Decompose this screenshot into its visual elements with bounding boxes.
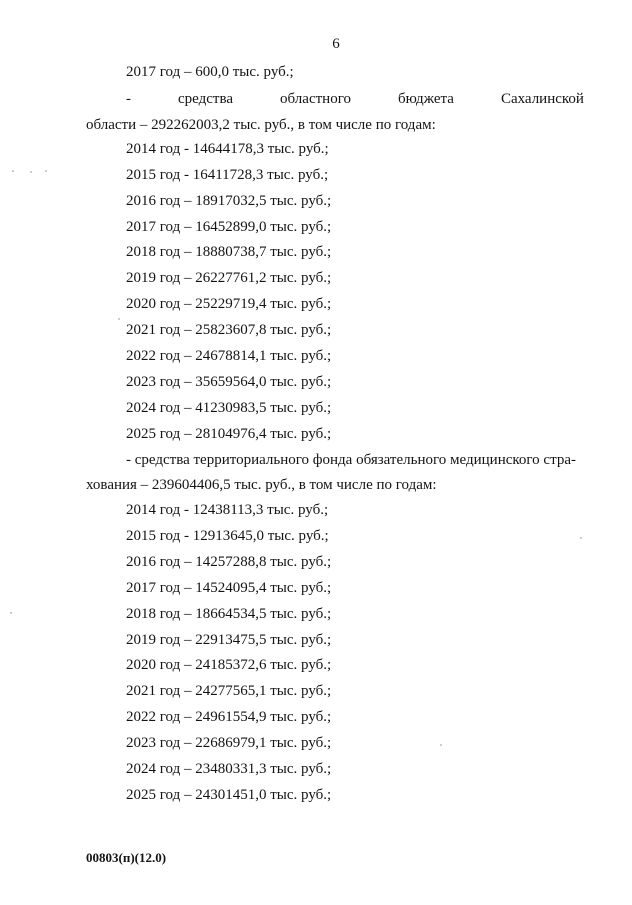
insurance-fund-year: 2015 год - 12913645,0 тыс. руб.; <box>126 528 329 544</box>
regional-budget-word: областного <box>280 91 351 107</box>
regional-budget-word: - <box>126 91 131 107</box>
insurance-fund-heading: - средства территориального фонда обязательного медицинского стра- <box>126 452 576 468</box>
scan-speck <box>118 318 120 320</box>
regional-budget-year: 2022 год – 24678814,1 тыс. руб.; <box>126 348 332 364</box>
scan-speck <box>12 170 14 172</box>
document-code: 00803(п)(12.0) <box>86 850 167 865</box>
scan-speck <box>10 612 12 614</box>
regional-budget-year: 2020 год – 25229719,4 тыс. руб.; <box>126 296 332 312</box>
scan-speck <box>440 744 442 746</box>
regional-budget-year: 2021 год – 25823607,8 тыс. руб.; <box>126 322 332 338</box>
regional-budget-word: Сахалинской <box>500 91 584 107</box>
scan-speck <box>30 171 32 173</box>
regional-budget-year: 2018 год – 18880738,7 тыс. руб.; <box>126 244 332 260</box>
insurance-fund-year: 2023 год – 22686979,1 тыс. руб.; <box>126 735 332 751</box>
insurance-fund-year: 2016 год – 14257288,8 тыс. руб.; <box>126 554 332 570</box>
scan-speck <box>580 537 582 539</box>
insurance-fund-year: 2020 год – 24185372,6 тыс. руб.; <box>126 657 332 673</box>
regional-budget-word: средства <box>178 91 234 107</box>
page-number: 6 <box>332 36 340 52</box>
regional-budget-year: 2019 год – 26227761,2 тыс. руб.; <box>126 270 332 286</box>
regional-budget-word: бюджета <box>397 91 454 107</box>
regional-budget-year: 2025 год – 28104976,4 тыс. руб.; <box>126 426 332 442</box>
regional-budget-year: 2016 год – 18917032,5 тыс. руб.; <box>126 193 332 209</box>
insurance-fund-total: хования – 239604406,5 тыс. руб., в том числе по годам: <box>86 477 437 493</box>
regional-budget-year: 2015 год - 16411728,3 тыс. руб.; <box>126 167 329 183</box>
insurance-fund-year: 2021 год – 24277565,1 тыс. руб.; <box>126 683 332 699</box>
insurance-fund-year: 2019 год – 22913475,5 тыс. руб.; <box>126 632 332 648</box>
intro-line: 2017 год – 600,0 тыс. руб.; <box>126 64 294 80</box>
regional-budget-year: 2014 год - 14644178,3 тыс. руб.; <box>126 141 329 157</box>
regional-budget-year: 2024 год – 41230983,5 тыс. руб.; <box>126 400 332 416</box>
scan-speck <box>45 170 47 172</box>
regional-budget-heading <box>126 89 584 109</box>
insurance-fund-year: 2018 год – 18664534,5 тыс. руб.; <box>126 606 332 622</box>
regional-budget-year: 2017 год – 16452899,0 тыс. руб.; <box>126 219 332 235</box>
regional-budget-year: 2023 год – 35659564,0 тыс. руб.; <box>126 374 332 390</box>
insurance-fund-year: 2025 год – 24301451,0 тыс. руб.; <box>126 787 332 803</box>
regional-budget-total: области – 292262003,2 тыс. руб., в том числе по годам: <box>86 117 436 133</box>
insurance-fund-year: 2022 год – 24961554,9 тыс. руб.; <box>126 709 332 725</box>
insurance-fund-year: 2014 год - 12438113,3 тыс. руб.; <box>126 502 329 518</box>
insurance-fund-year: 2024 год – 23480331,3 тыс. руб.; <box>126 761 332 777</box>
insurance-fund-year: 2017 год – 14524095,4 тыс. руб.; <box>126 580 332 596</box>
